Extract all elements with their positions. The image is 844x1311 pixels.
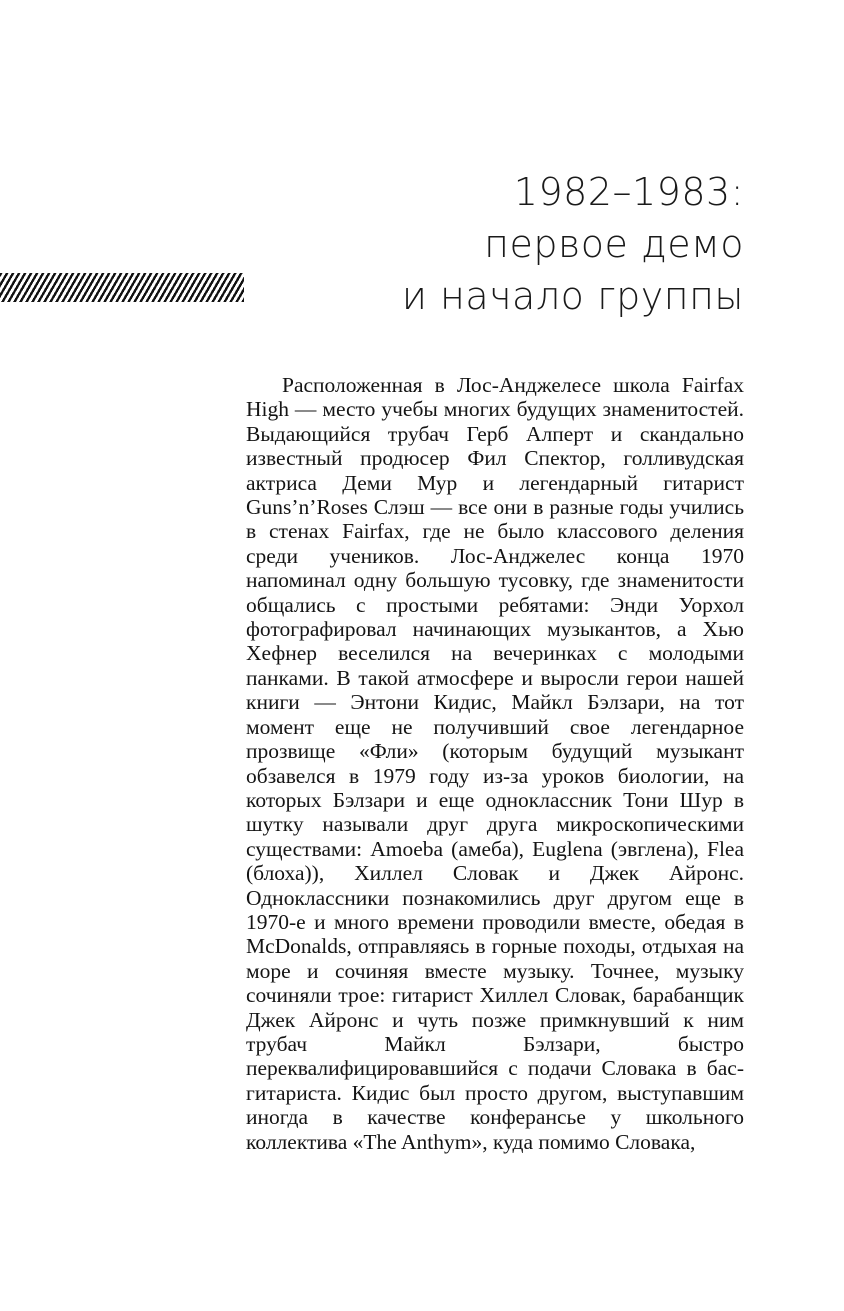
decorative-hatch-bar: [0, 273, 244, 302]
chapter-title-line-3: и начало группы: [401, 274, 744, 318]
chapter-title-line-2: первое демо: [484, 222, 744, 266]
chapter-title: [264, 166, 744, 322]
chapter-title-years: 1982–1983:: [513, 170, 744, 214]
body-paragraph: [246, 373, 744, 1154]
body-paragraph-text: Расположенная в Лос-Анджелесе школа Fairfax High — место учебы многих будущих знаменитостей. Выдающийся трубач Герб Алперт и скандально известный продюсер Фил Спектор, голливудская актриса Деми Мур и легендарный гитарист Guns’n’Roses Слэш — все они в разные годы учились в стенах Fairfax, где не было классового деления среди учеников. Лос-Анджелес конца 1970 напоминал одну большую тусовку, где знаменитости общались с простыми ребятами: Энди Уорхол фотографировал начинающих музыкантов, а Хью Хефнер веселился на вечеринках с молодыми панками. В такой атмосфере и выросли герои нашей книги — Энтони Кидис, Майкл Бэлзари, на тот момент еще не получивший свое легендарное прозвище «Фли» (которым будущий музыкант обзавелся в 1979 году из-за уроков биологии, на которых Бэлзари и еще одноклассник Тони Шур в шутку называли друг друга микроскопическими существами: Amoeba (амеба), Euglena (эвглена), Flea (блоха)), Хиллел Словак и Джек Айронс. Одноклассники познакомились друг другом еще в 1970-е и много времени проводили вместе, обедая в McDonalds, отправляясь в горные походы, отдыхая на море и сочиняя вместе музыку. Точнее, музыку сочиняли трое: гитарист Хиллел Словак, барабанщик Джек Айронс и чуть позже примкнувший к ним трубач Майкл Бэлзари, быстро переквалифицировавшийся с подачи Словака в бас-гитариста. Кидис был просто другом, выступавшим иногда в качестве конферансье у школьного коллектива «The Anthym», куда помимо Словака,: [246, 373, 744, 1154]
